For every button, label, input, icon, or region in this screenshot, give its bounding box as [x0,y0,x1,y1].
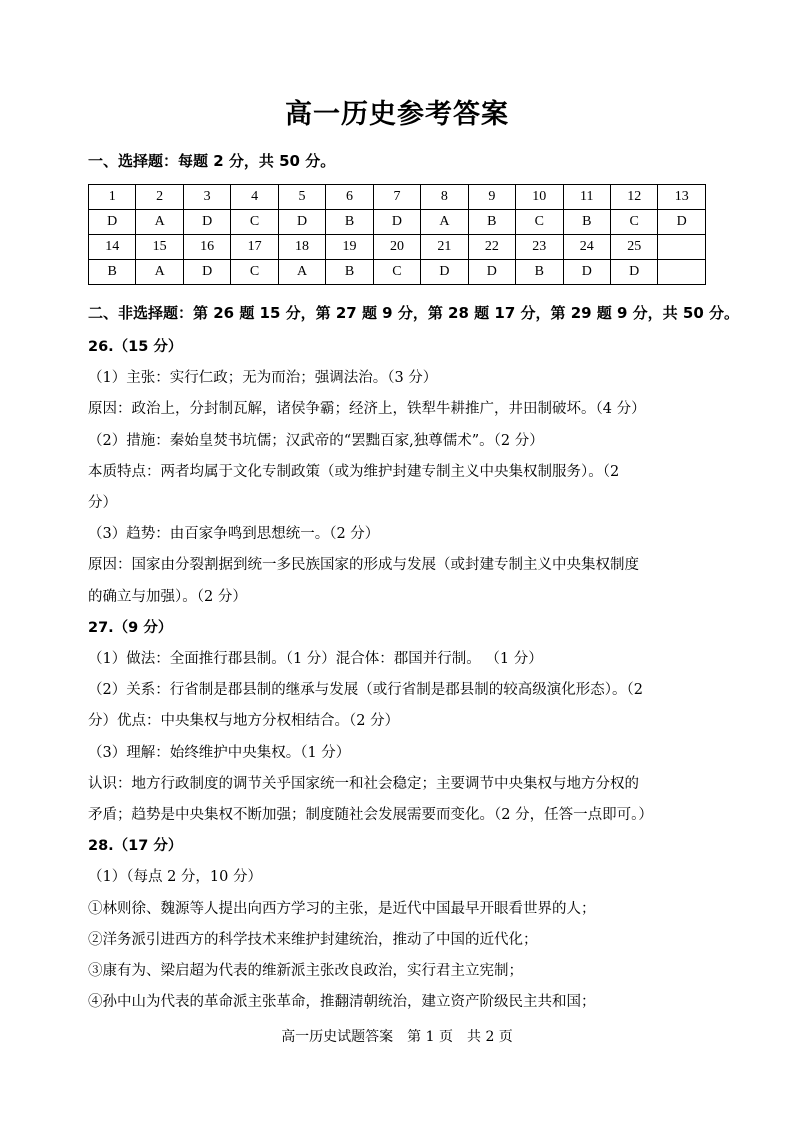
table-cell: D [421,260,468,285]
table-cell: D [183,210,230,235]
table-cell: D [89,210,136,235]
table-cell [658,260,706,285]
table-cell: 16 [183,235,230,260]
table-cell: 5 [278,185,325,210]
table-cell: 20 [373,235,420,260]
table-cell: 2 [136,185,183,210]
answer-line: （3）理解：始终维护中央集权。（1 分） [88,744,351,761]
table-row [89,210,706,235]
table-cell: D [373,210,420,235]
table-cell: 14 [89,235,136,260]
answer-line: ②洋务派引进西方的科学技术来维护封建统治，推动了中国的近代化； [88,931,538,948]
table-cell: 19 [326,235,373,260]
table-cell [658,235,706,260]
table-cell: A [278,260,325,285]
table-cell: 7 [373,185,420,210]
table-cell: 25 [610,235,657,260]
table-cell: D [563,260,610,285]
table-cell: D [658,210,706,235]
table-cell: 15 [136,235,183,260]
table-cell: D [610,260,657,285]
page-title: 高一历史参考答案 [285,99,509,130]
answer-line: ③康有为、梁启超为代表的维新派主张改良政治，实行君主立宪制； [88,963,523,979]
answer-line: 认识：地方行政制度的调节关乎国家统一和社会稳定；主要调节中央集权与地方分权的 [88,775,639,792]
answer-line: （2）措施：秦始皇焚书坑儒；汉武帝的“罢黜百家,独尊儒术”。（2 分） [88,432,544,449]
table-cell: 22 [468,235,515,260]
table-cell: B [326,210,373,235]
answer-table [88,184,706,285]
question-heading: 26.（15 分） [88,339,183,355]
table-cell: B [89,260,136,285]
table-cell: B [326,260,373,285]
table-cell: 9 [468,185,515,210]
section2-heading: 二、非选择题：第 26 题 15 分，第 27 题 9 分，第 28 题 17 分，第 29 题 9 分，共 50 分。 [88,304,739,322]
answer-line: 原因：政治上，分封制瓦解，诸侯争霸；经济上，铁犁牛耕推广，井田制破坏。（4 分） [88,401,646,418]
table-cell: 23 [516,235,563,260]
table-cell: C [231,210,278,235]
table-cell: B [516,260,563,285]
table-cell: 4 [231,185,278,210]
answer-line: 分）优点：中央集权与地方分权相结合。（2 分） [88,713,400,730]
table-cell: 10 [516,185,563,210]
table-cell: D [468,260,515,285]
answer-line: 分） [88,495,117,511]
answer-line: 矛盾；趋势是中央集权不断加强；制度随社会发展需要而变化。（2 分，任答一点即可。） [88,807,653,823]
page-footer: 高一历史试题答案 第 1 页 共 2 页 [281,1029,513,1045]
table-cell: 13 [658,185,706,210]
table-row [89,235,706,260]
answer-line: （2）关系：行省制是郡县制的继承与发展（或行省制是郡县制的较高级演化形态）。（2 [88,682,643,699]
answer-line: 本质特点：两者均属于文化专制政策（或为维护封建专制主义中央集权制服务）。（2 [88,463,620,480]
table-cell: 21 [421,235,468,260]
answer-line: ①林则徐、魏源等人提出向西方学习的主张，是近代中国最早开眼看世界的人； [88,900,596,917]
answer-line: 原因：国家由分裂割据到统一多民族国家的形成与发展（或封建专制主义中央集权制度 [88,557,639,574]
table-row [89,185,706,210]
table-cell: 11 [563,185,610,210]
table-cell: B [468,210,515,235]
question-heading: 27.（9 分） [88,619,173,636]
answer-line: ④孙中山为代表的革命派主张革命，推翻清朝统治，建立资产阶级民主共和国； [88,994,596,1011]
table-cell: C [516,210,563,235]
table-cell: 12 [610,185,657,210]
answer-line: （1）（每点 2 分，10 分） [88,869,262,886]
table-cell: 1 [89,185,136,210]
answer-line: 的确立与加强）。（2 分） [88,588,247,605]
table-cell: D [183,260,230,285]
table-cell: A [421,210,468,235]
answer-line: （3）趋势：由百家争鸣到思想统一。（2 分） [88,526,380,543]
answer-line: （1）主张：实行仁政；无为而治；强调法治。（3 分） [88,370,438,387]
table-row [89,260,706,285]
table-cell: A [136,210,183,235]
section1-heading: 一、选择题：每题 2 分，共 50 分。 [88,152,336,170]
table-cell: C [231,260,278,285]
table-cell: 17 [231,235,278,260]
table-cell: C [610,210,657,235]
table-cell: 3 [183,185,230,210]
table-cell: B [563,210,610,235]
table-cell: 24 [563,235,610,260]
answer-line: （1）做法：全面推行郡县制。（1 分）混合体：郡国并行制。 （1 分） [88,651,543,667]
question-heading: 28.（17 分） [88,838,183,855]
table-cell: D [278,210,325,235]
table-cell: 18 [278,235,325,260]
table-cell: C [373,260,420,285]
table-cell: 8 [421,185,468,210]
table-cell: A [136,260,183,285]
table-cell: 6 [326,185,373,210]
